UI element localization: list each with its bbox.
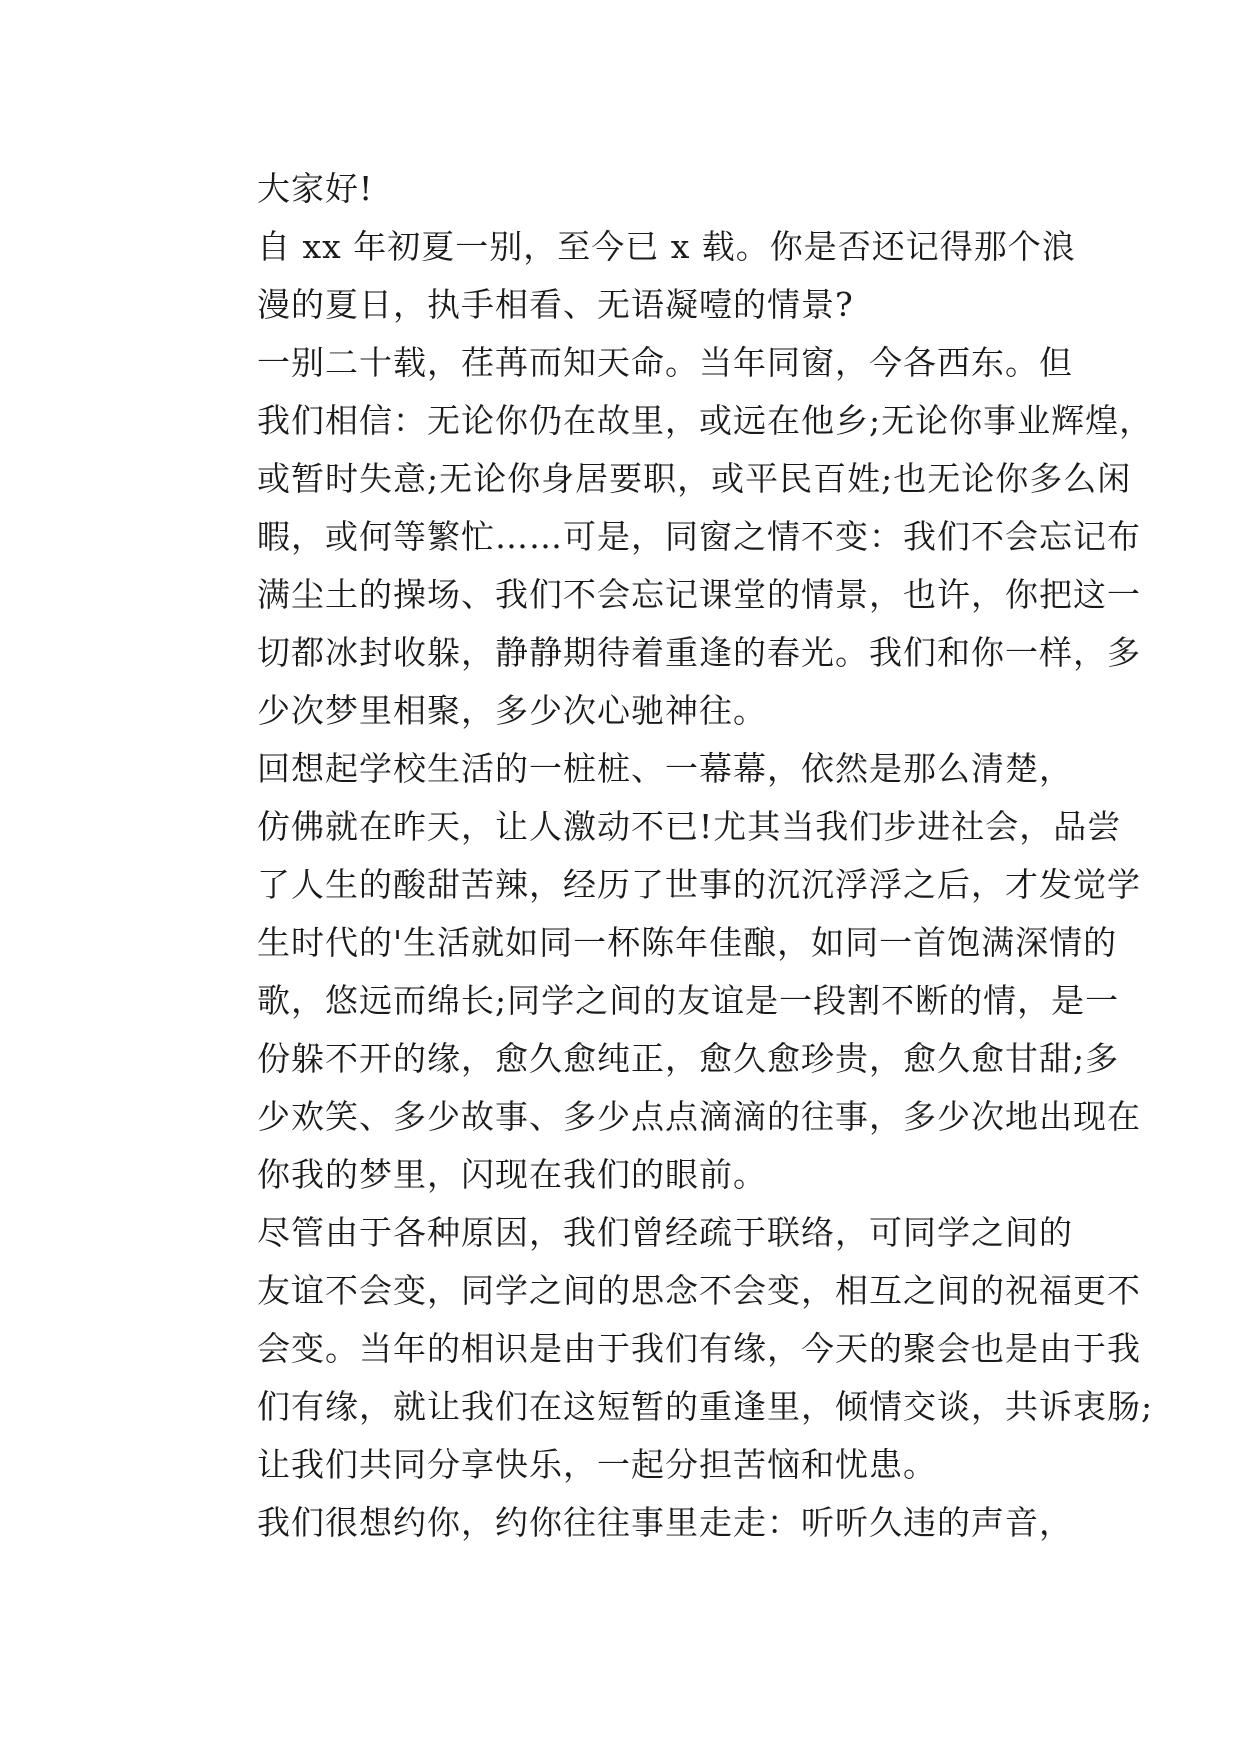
paragraph-line: 一别二十载，荏苒而知天命。当年同窗，今各西东。但 — [257, 343, 1073, 382]
document-body — [191, 160, 1154, 1552]
paragraph-3 — [191, 740, 1141, 1204]
paragraph-line: 回想起学校生活的一桩桩、一幕幕，依然是那么清楚， — [257, 749, 1073, 788]
paragraph-line: 少欢笑、多少故事、多少点点滴滴的往事，多少次地出现在 — [257, 1097, 1141, 1136]
paragraph-line: 漫的夏日，执手相看、无语凝噎的情景? — [257, 285, 854, 324]
paragraph-line: 友谊不会变，同学之间的思念不会变，相互之间的祝福更不 — [257, 1271, 1141, 1310]
paragraph-line: 满尘土的操场、我们不会忘记课堂的情景，也许，你把这一 — [257, 575, 1141, 614]
paragraph-line: 你我的梦里，闪现在我们的眼前。 — [257, 1155, 767, 1194]
paragraph-line: 仿佛就在昨天，让人激动不已!尤其当我们步进社会，品尝 — [257, 807, 1122, 846]
paragraph-line: 尽管由于各种原因，我们曾经疏于联络，可同学之间的 — [257, 1213, 1073, 1252]
paragraph-line: 或暂时失意;无论你身居要职，或平民百姓;也无论你多么闲 — [257, 459, 1132, 498]
greeting-line: 大家好! — [257, 169, 374, 208]
paragraph-line: 暇，或何等繁忙……可是，同窗之情不变：我们不会忘记布 — [257, 517, 1141, 556]
paragraph-line: 让我们共同分享快乐，一起分担苦恼和忧患。 — [257, 1445, 937, 1484]
paragraph-line: 自 xx 年初夏一别，至今已 x 载。你是否还记得那个浪 — [257, 227, 1076, 266]
paragraph-line: 切都冰封收躲，静静期待着重逢的春光。我们和你一样，多 — [257, 633, 1141, 672]
paragraph-2 — [191, 334, 1154, 740]
paragraph-line: 了人生的酸甜苦辣，经历了世事的沉沉浮浮之后，才发觉学 — [257, 865, 1141, 904]
paragraph-line: 份躲不开的缘，愈久愈纯正，愈久愈珍贵，愈久愈甘甜;多 — [257, 1039, 1120, 1078]
paragraph-line: 会变。当年的相识是由于我们有缘，今天的聚会也是由于我 — [257, 1329, 1141, 1368]
paragraph-1 — [191, 218, 1076, 334]
paragraph-line: 歌，悠远而绵长;同学之间的友谊是一段割不断的情，是一 — [257, 981, 1120, 1020]
paragraph-line: 我们很想约你，约你往往事里走走：听听久违的声音， — [257, 1503, 1073, 1542]
paragraph-line: 们有缘，就让我们在这短暂的重逢里，倾情交谈，共诉衷肠; — [257, 1387, 1154, 1426]
paragraph-line: 少次梦里相聚，多少次心驰神往。 — [257, 691, 767, 730]
paragraph-line: 我们相信：无论你仍在故里，或远在他乡;无论你事业辉煌， — [257, 401, 1154, 440]
paragraph-line: 生时代的'生活就如同一杯陈年佳酿，如同一首饱满深情的 — [257, 923, 1118, 962]
greeting-paragraph — [191, 160, 1049, 218]
paragraph-5 — [191, 1494, 1073, 1552]
paragraph-4 — [191, 1204, 1154, 1494]
